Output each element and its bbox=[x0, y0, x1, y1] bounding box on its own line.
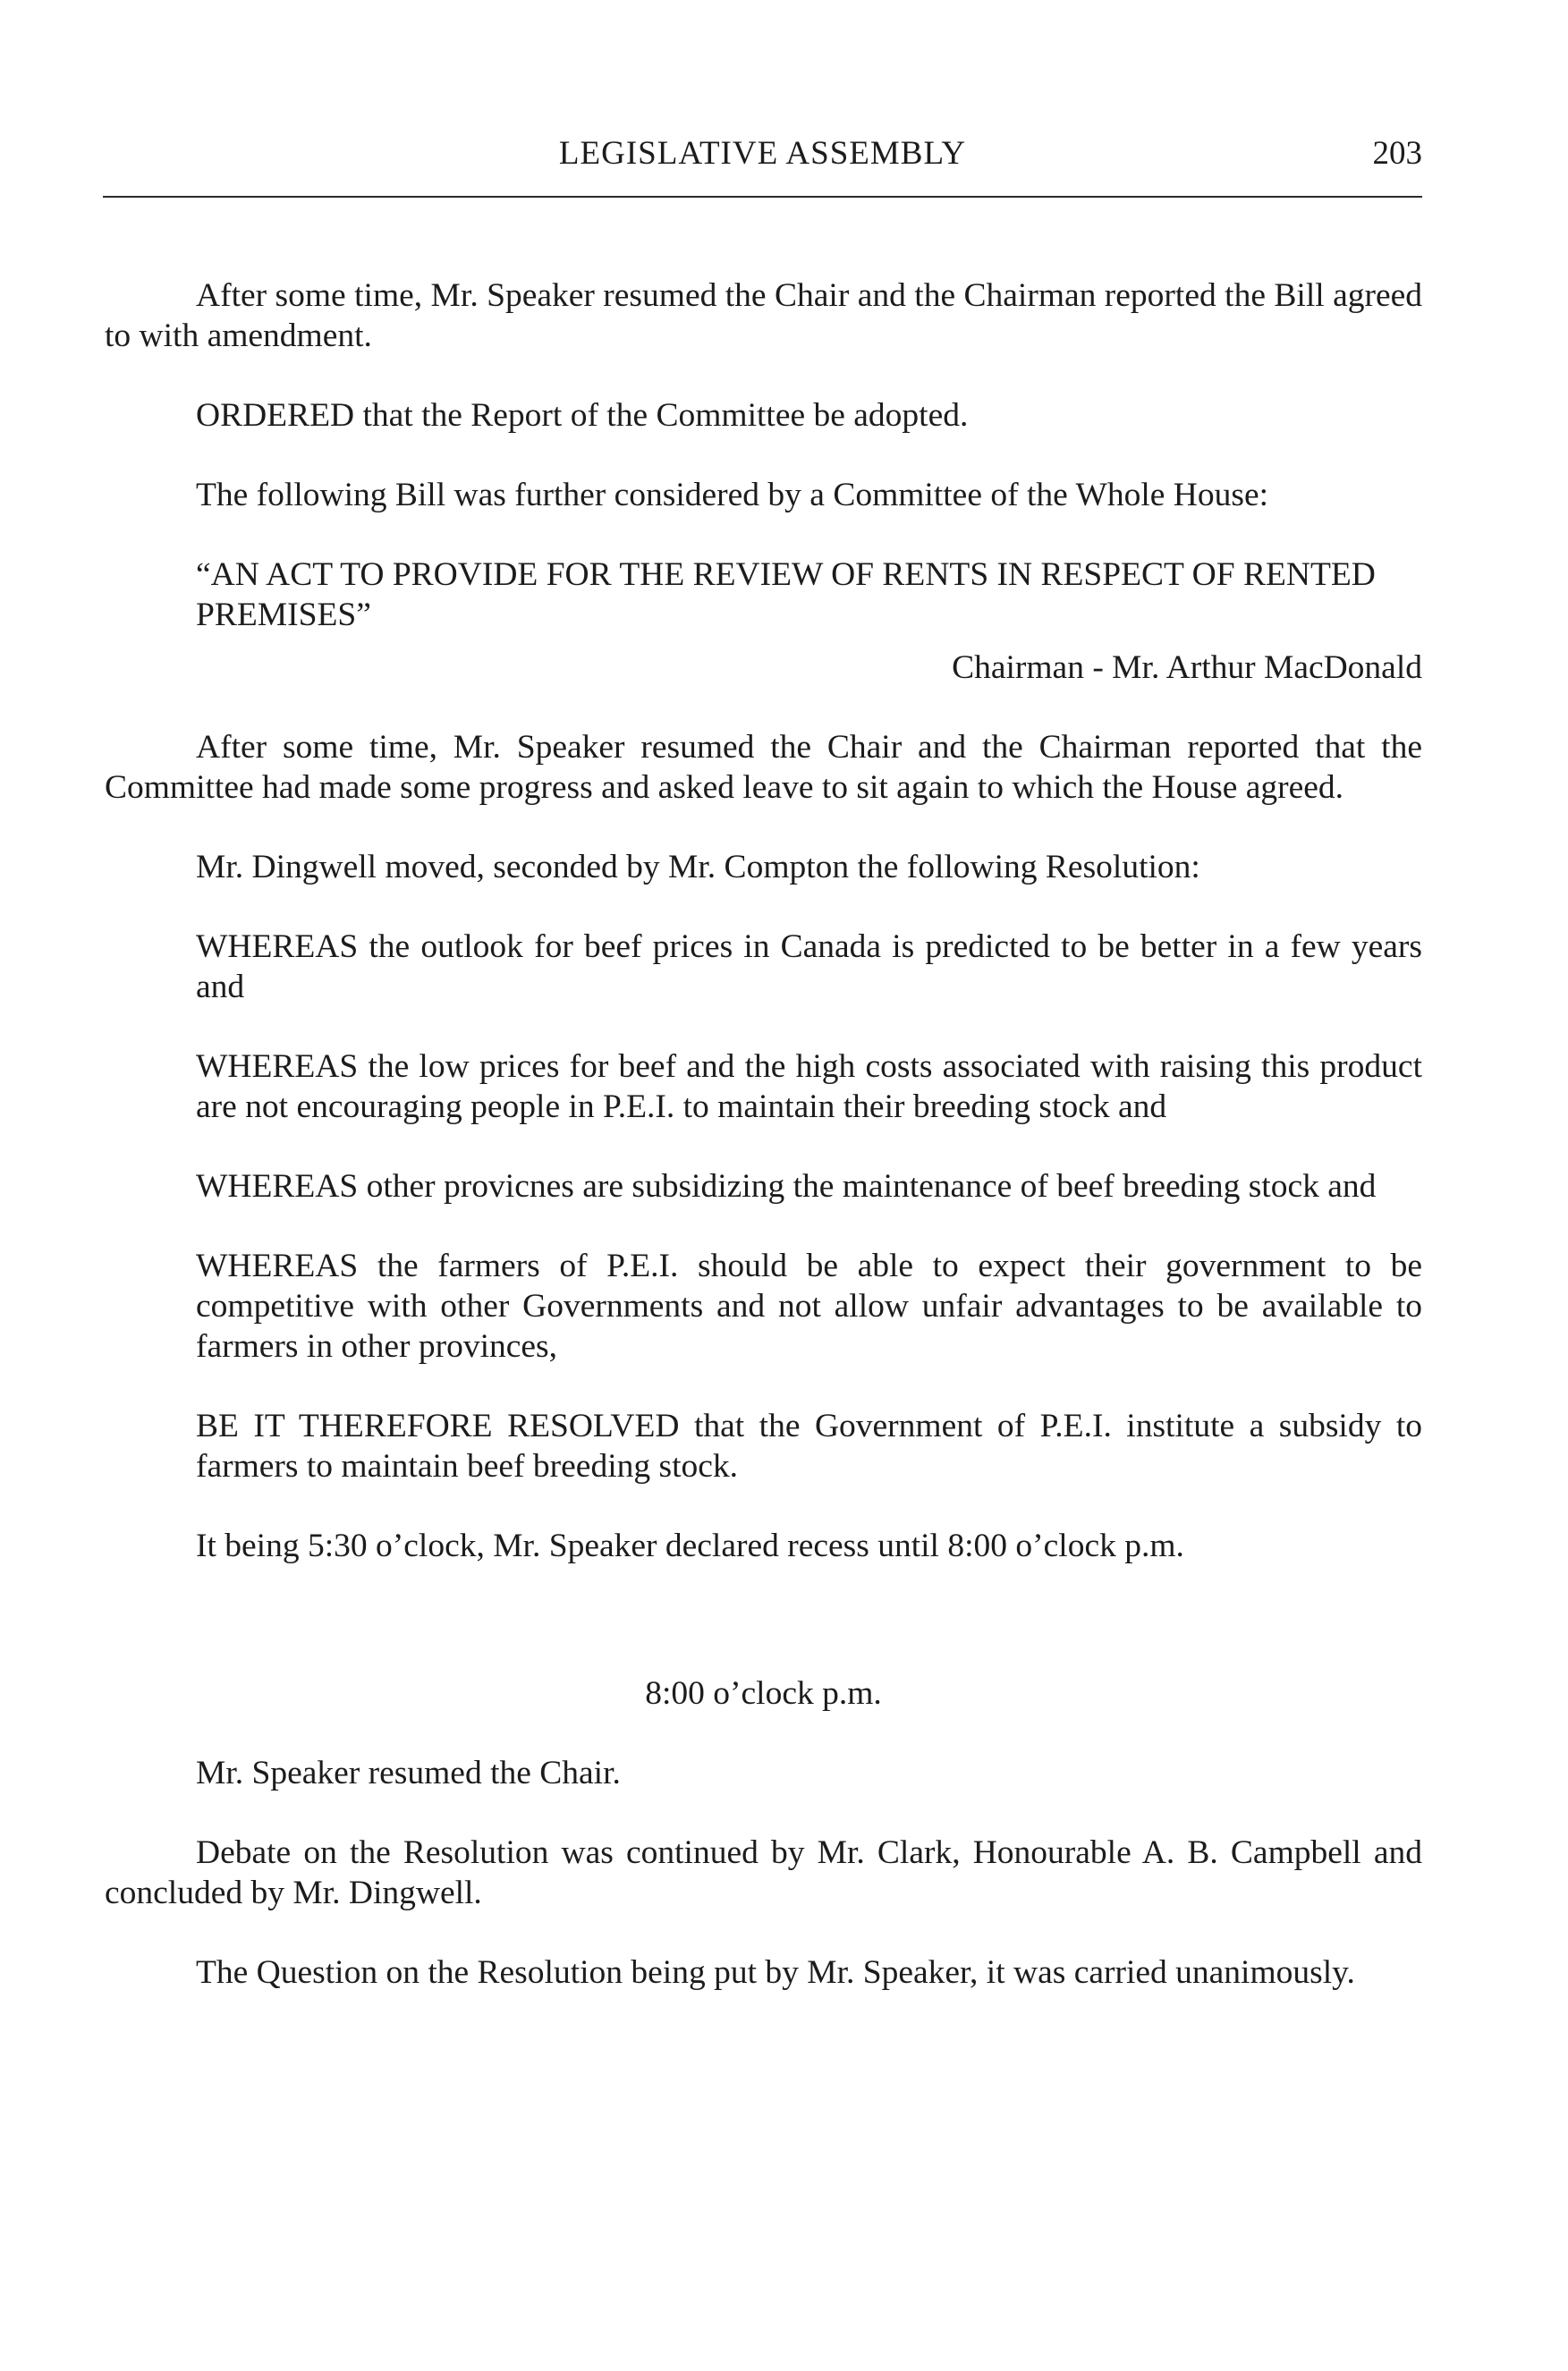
whereas-clause-4: WHEREAS the farmers of P.E.I. should be able to expect their government to be competitive with other Governments and not allow unfair advantages to be available to farmers in other provinces, bbox=[196, 1248, 1422, 1365]
whereas-clause-1: WHEREAS the outlook for beef prices in Canada is predicted to be better in a few years and bbox=[196, 928, 1422, 1005]
whereas-clause-3: WHEREAS other provicnes are subsidizing the maintenance of beef breeding stock and bbox=[196, 1168, 1377, 1205]
paragraph-speaker-resumed: Mr. Speaker resumed the Chair. bbox=[196, 1755, 621, 1791]
page-header bbox=[103, 134, 1422, 188]
chairman-line: Chairman - Mr. Arthur MacDonald bbox=[952, 649, 1422, 686]
resolved-clause: BE IT THEREFORE RESOLVED that the Government of P.E.I. institute a subsidy to farmers to maintain beef breeding stock. bbox=[196, 1408, 1422, 1485]
paragraph-question-carried: The Question on the Resolution being put by Mr. Speaker, it was carried unanimously. bbox=[196, 1954, 1355, 1991]
paragraph-bill-considered: The following Bill was further considered by a Committee of the Whole House: bbox=[196, 477, 1269, 513]
paragraph-bill-agreed: After some time, Mr. Speaker resumed the Chair and the Chairman reported the Bill agreed to with amendment. bbox=[105, 277, 1422, 354]
paragraph-progress: After some time, Mr. Speaker resumed the Chair and the Chairman reported that the Committee had made some progress and asked leave to sit again to which the House agreed. bbox=[105, 729, 1422, 806]
running-title: LEGISLATIVE ASSEMBLY bbox=[558, 135, 967, 172]
page-number: 203 bbox=[1372, 135, 1422, 172]
paragraph-motion: Mr. Dingwell moved, seconded by Mr. Compton the following Resolution: bbox=[196, 849, 1200, 885]
whereas-clause-2: WHEREAS the low prices for beef and the high costs associated with raising this product are not encouraging people in P.E.I. to maintain their breeding stock and bbox=[196, 1048, 1422, 1125]
paragraph-debate: Debate on the Resolution was continued by Mr. Clark, Honourable A. B. Campbell and concluded by Mr. Dingwell. bbox=[105, 1834, 1422, 1911]
paragraph-ordered: ORDERED that the Report of the Committee be adopted. bbox=[196, 397, 969, 434]
header-rule bbox=[103, 196, 1422, 198]
paragraph-recess: It being 5:30 o’clock, Mr. Speaker declared recess until 8:00 o’clock p.m. bbox=[196, 1528, 1184, 1564]
bill-title: “AN ACT TO PROVIDE FOR THE REVIEW OF RENTS IN RESPECT OF RENTED PREMISES” bbox=[196, 556, 1376, 633]
page-body bbox=[105, 275, 1422, 2032]
evening-time-heading: 8:00 o’clock p.m. bbox=[645, 1675, 882, 1712]
